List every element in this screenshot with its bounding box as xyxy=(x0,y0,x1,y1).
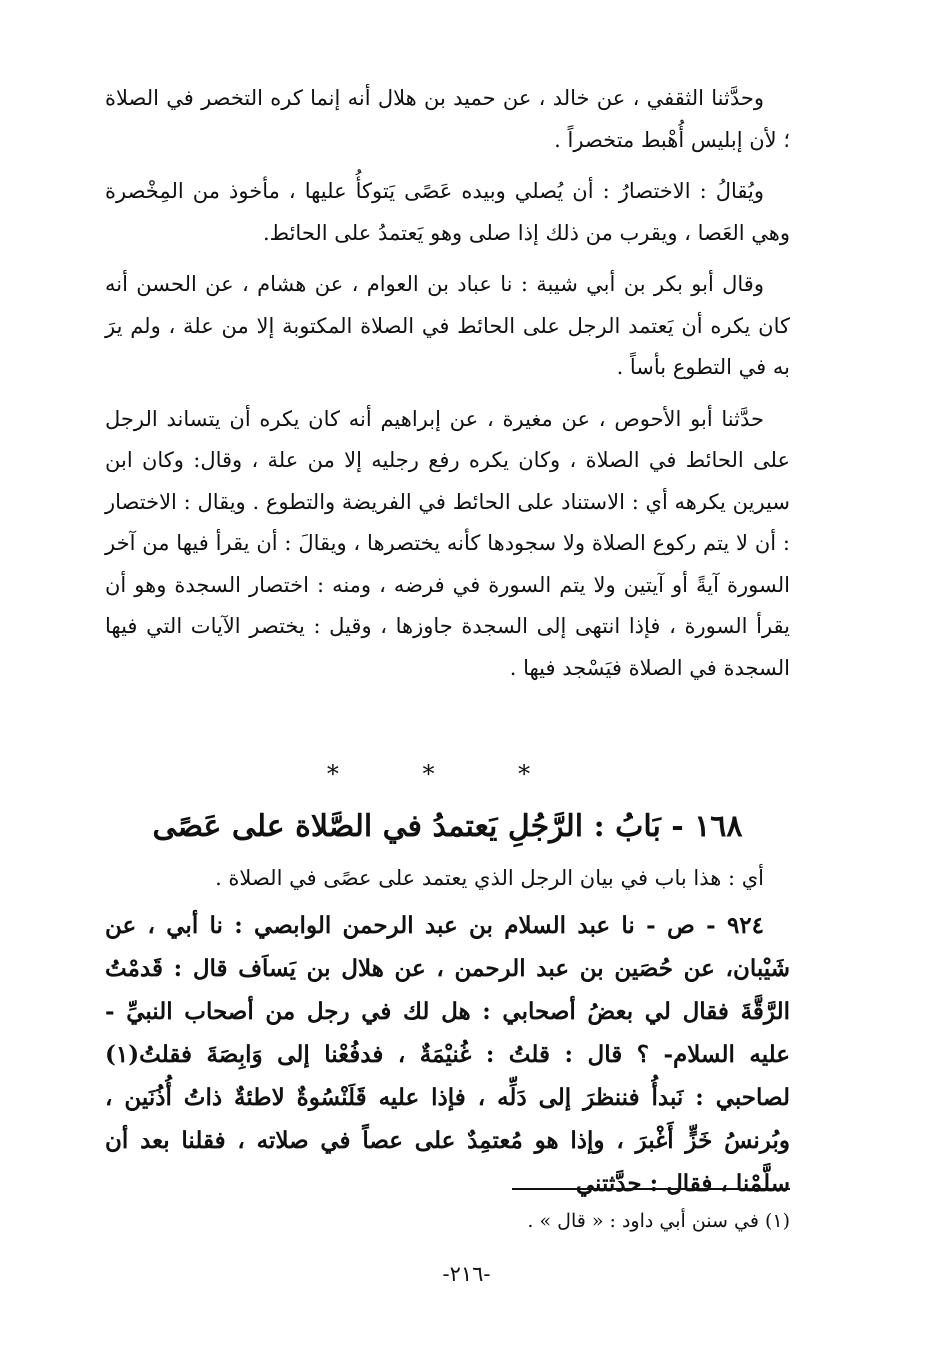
main-text xyxy=(105,78,790,689)
section-separator: * * * xyxy=(326,760,569,788)
paragraph-2: ويُقالُ : الاختصارُ : أن يُصلي وبيده عَصًى يَتوكأُ عليها ، مأخوذ من المِخْصرة وهي العَصا ، ويقرب من ذلك إذا صلى وهو يَعتمدُ على الحائط. xyxy=(105,179,790,245)
chapter-subtitle: أي : هذا باب في بيان الرجل الذي يعتمد على عصًى في الصلاة . xyxy=(215,866,764,890)
footnote-divider xyxy=(512,1188,790,1190)
page-number: -٢١٦- xyxy=(442,1262,491,1286)
paragraph-1: وحدَّثنا الثقفي ، عن خالد ، عن حميد بن هلال أنه إنما كره التخصر في الصلاة ؛ لأن إبليس أُهْبط متخصراً . xyxy=(105,86,790,152)
hadith-text: ٩٢٤ - ص - نا عبد السلام بن عبد الرحمن الوابصي : نا أبي ، عن شَيْبان، عن حُصَين بن عبد الرحمن ، عن هلال بن يَساَف قال : قَدمْتُ الرَّقَّةَ فقال لي بعضُ أصحابي : هل لك في رجل من أصحاب النبيِّ - عليه السلام- ؟ قال : قلتُ : غُنيْمَةٌ ، فدفُعْنا إلى وَابِصَةَ فقلتُ(١) لصاحبي : نَبدأُ فننظرَ إلى دَلِّه ، فإذا عليه قَلَنْسُوةٌ لاطئةٌ ذاتُ أُذُنَين ، وبُرنسُ خَزٍّ أَغْبرَ ، وإذا هو مُعتمِدٌ على عصاً في صلاته ، فقلنا بعد أن سلَّمْنا ، فقال : حدَّثتني xyxy=(105,912,790,1197)
footnote: (١) في سنن أبي داود : « قال » . xyxy=(527,1210,790,1232)
chapter-title: ١٦٨ - بَابُ : الرَّجُلِ يَعتمدُ في الصَّلاة على عَصًى xyxy=(152,809,743,844)
paragraph-4: حدَّثنا أبو الأحوص ، عن مغيرة ، عن إبراهيم أنه كان يكره أن يتساند الرجل على الحائط في الصلاة ، وكان يكره رفع رجليه إلا من علة ، وقال: وكان ابن سيرين يكرهه أي : الاستناد على الحائط في الفريضة والتطوع . ويقال : الاختصار : أن لا يتم ركوع الصلاة ولا سجودها كأنه يختصرها ، ويقالَ : أن يقرأ فيها من آخر السورة آيةً أو آيتين ولا يتم السورة في فرضه ، ومنه : اختصار السجدة وهو أن يقرأ السورة ، فإذا انتهى إلى السجدة جاوزها ، وقيل : يختصر الآيات التي فيها السجدة في الصلاة فيَسْجد فيها . xyxy=(105,406,790,680)
paragraph-3: وقال أبو بكر بن أبي شيبة : نا عباد بن العوام ، عن هشام ، عن الحسن أنه كان يكره أن يَعتمد الرجل على الحائط في الصلاة المكتوبة إلا من علة ، ولم يرَ به في التطوع بأساً . xyxy=(105,272,790,379)
